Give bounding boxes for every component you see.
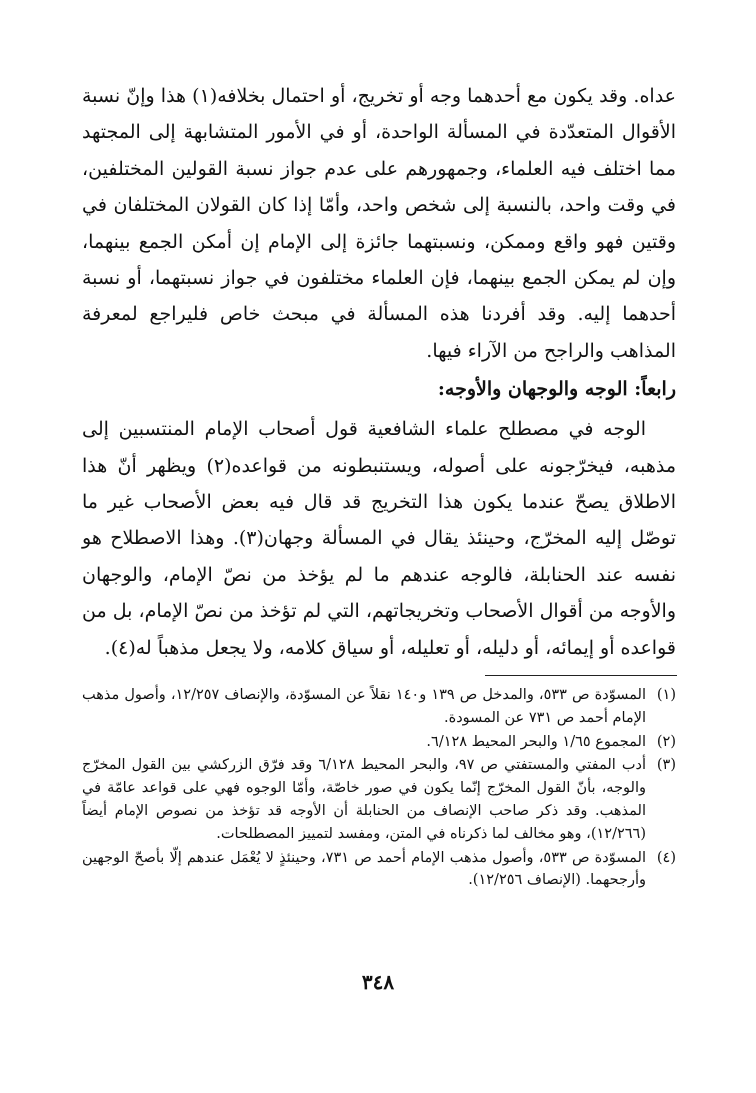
footnotes [82, 684, 676, 893]
footnote-number: (١) [656, 687, 676, 703]
footnote-separator [485, 675, 677, 676]
footnote-number: (٣) [656, 757, 676, 774]
footnote-3 [82, 754, 676, 845]
footnote-text: المسوّدة ص ٥٣٣، والمدخل ص ١٣٩ و١٤٠ نقلاً عن المسوّدة، والإنصاف ١٢/٢٥٧، وأصول مذهب الإمام أحمد ص ٧٣١ عن المسودة. [82, 687, 646, 726]
paragraph-2: الوجه في مصطلح علماء الشافعية قول أصحاب الإمام المنتسبين إلى مذهبه، فيخرّجونه على أصوله، ويستنبطونه من قواعده(٢) ويظهر أنّ هذا الاطلاق يصحّ عندما يكون هذا التخريج قد قال فيه بعض الأصحاب غير ما توصّل إليه المخرّج، وحينئذ يقال في المسألة وجهان(٣). وهذا الاصطلاح هو نفسه عند الحنابلة، فالوجه عندهم ما لم يؤخذ من نصّ الإمام، والوجهان والأوجه من أقوال الأصحاب وتخريجاتهم، التي لم تؤخذ من نصّ الإمام، بل من قواعده أو إيمائه، أو دليله، أو تعليله، أو سياق كلامه، ولا يجعل مذهباً له(٤). [82, 418, 677, 659]
main-text [82, 78, 676, 666]
footnote-2 [82, 731, 676, 754]
footnote-1 [82, 684, 676, 730]
footnote-number: (٢) [656, 733, 676, 750]
paragraph-1: عداه. وقد يكون مع أحدهما وجه أو تخريج، أو احتمال بخلافه(١) هذا وإنّ نسبة الأقوال المتعدّدة في المسألة الواحدة، أو في الأمور المتشابهة إلى المجتهد مما اختلف فيه العلماء، وجمهورهم على عدم جواز نسبة القولين المختلفين، في وقت واحد، بالنسبة إلى شخص واحد، وأمّا إذا كان القولان المختلفان في وقتين فهو واقع وممكن، ونسبتهما جائزة إلى الإمام إن أمكن الجمع بينهما، وإن لم يمكن الجمع بينهما، فإن العلماء مختلفون في جواز نسبتهما، أو نسبة أحدهما إليه. وقد أفردنا هذه المسألة في مبحث خاص فليراجع لمعرفة المذاهب والراجح من الآراء فيها. [82, 85, 677, 362]
section-heading: رابعاً: الوجه والوجهان والأوجه: [437, 378, 676, 401]
footnote-text: أدب المفتي والمستفتي ص ٩٧، والبحر المحيط ٦/١٢٨ وقد فرّق الزركشي بين القول المخرّج والوجه، بأنّ القول المخرّج إنّما يكون في صور خاصّة، وأمّا الوجوه فهي على قواعد عامّة في المذهب. وقد ذكر صاحب الإنصاف من الحنابلة أن الأوجه قد تؤخذ من نصوص الإمام أيضاً (١٢/٢٦٦)، وهو مخالف لما ذكرناه في المتن، ومفسد لتمييز المصطلحات. [82, 757, 646, 842]
footnote-text: المجموع ١/٦٥ والبحر المحيط ٦/١٢٨. [426, 733, 646, 750]
footnote-text: المسوّدة ص ٥٣٣، وأصول مذهب الإمام أحمد ص ٧٣١، وحينئذٍ لا يُعْمَل عندهم إلّا بأصحّ الوجهين وأرجحهما. (الإنصاف ١٢/٢٥٦). [82, 849, 646, 889]
footnote-4 [82, 847, 676, 893]
footnote-number: (٤) [656, 849, 676, 866]
page-number: ٣٤٨ [361, 970, 395, 994]
